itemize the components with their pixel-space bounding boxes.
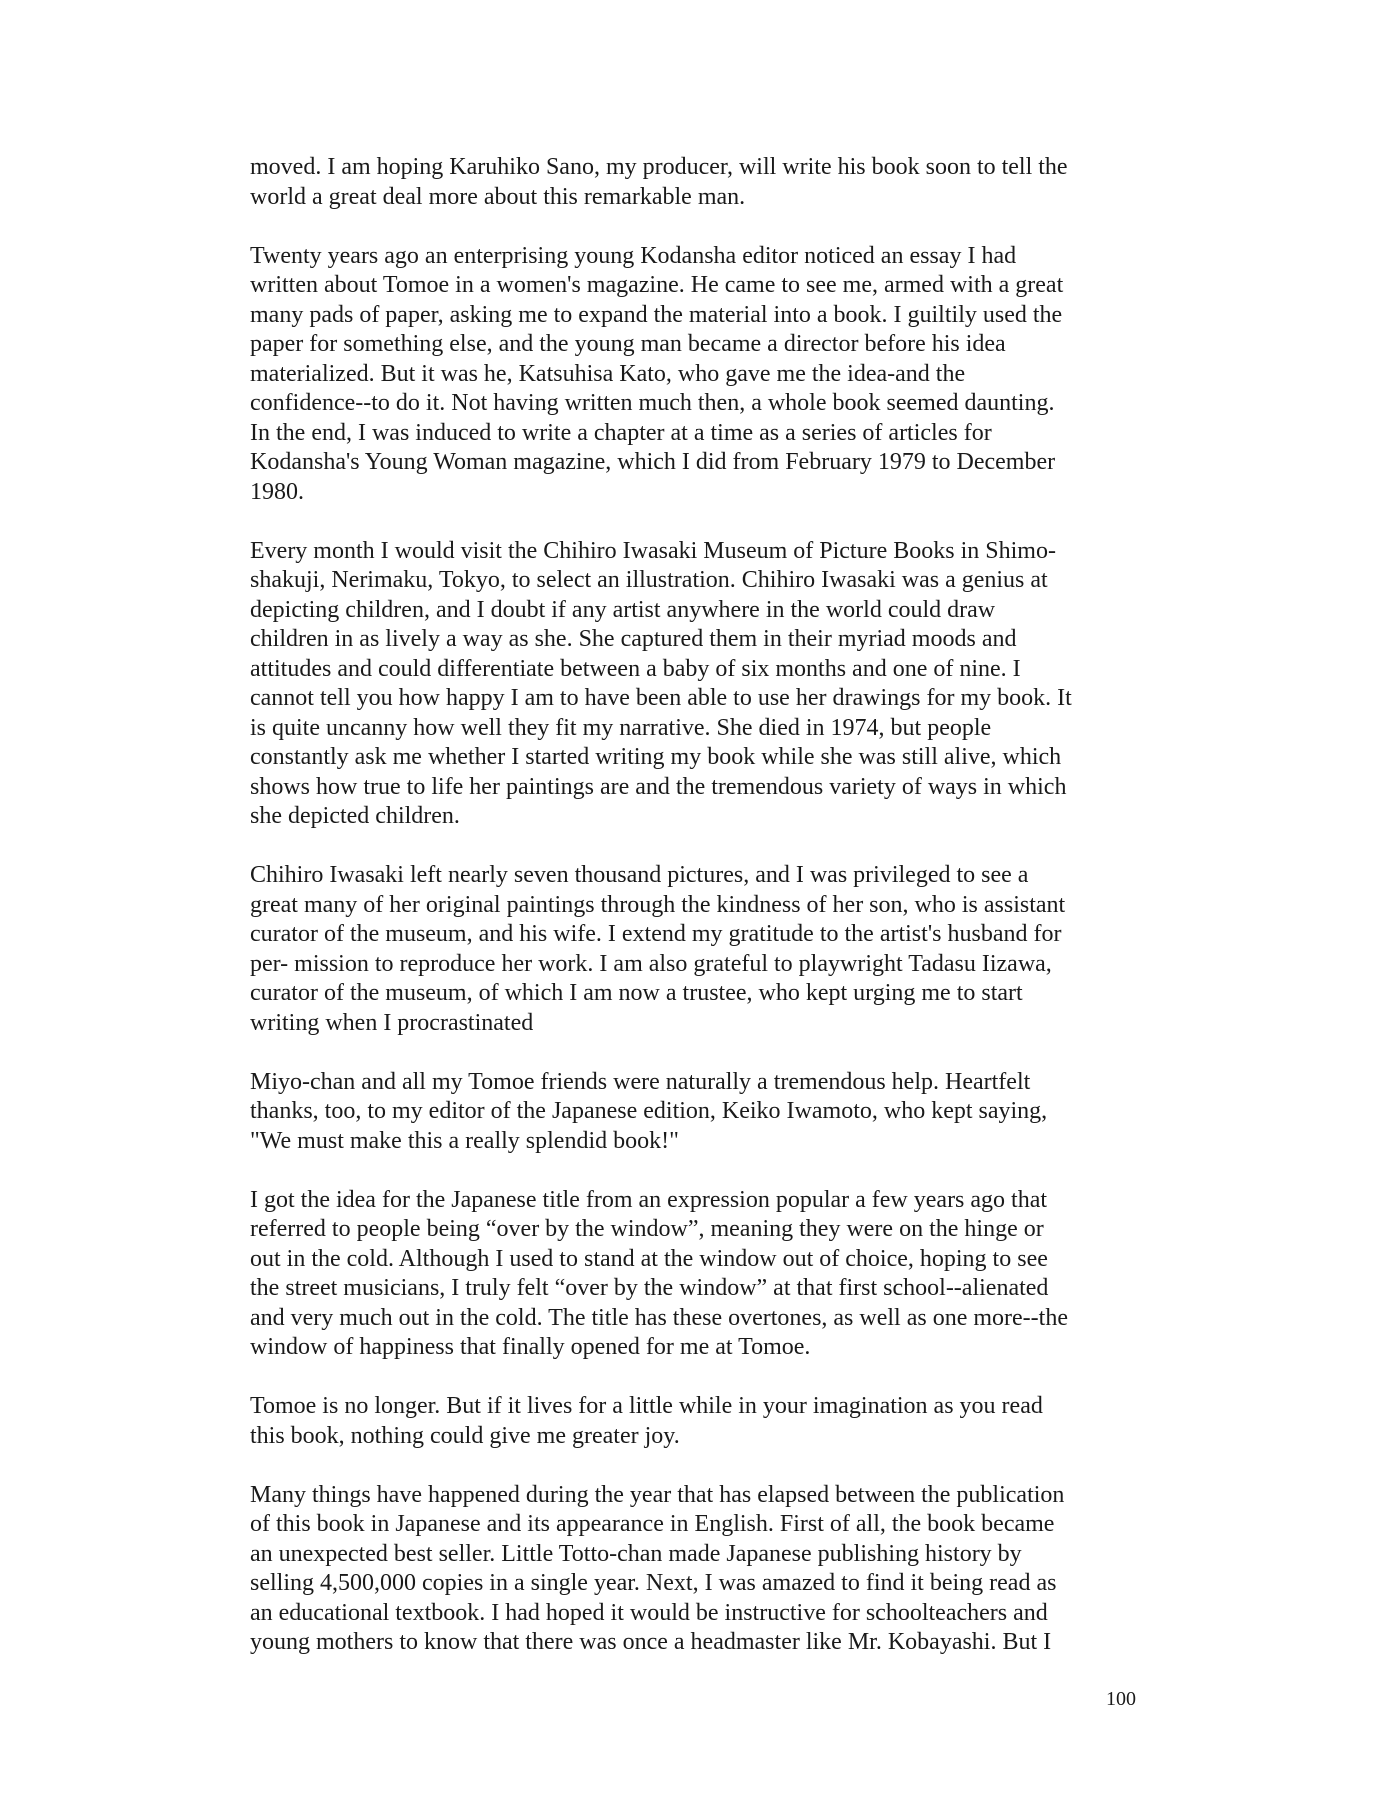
paragraph [250,861,1150,1038]
text-line: In the end, I was induced to write a chapter at a time as a series of articles for [250,419,992,446]
text-line: confidence--to do it. Not having written much then, a whole book seemed daunting. [250,390,1055,416]
body-text [250,153,1150,1687]
text-line: children in as lively a way as she. She captured them in their myriad moods and [250,626,1017,652]
text-line: materialized. But it was he, Katsuhisa Kato, who gave me the idea-and the [250,360,966,387]
text-line: curator of the museum, of which I am now a trustee, who kept urging me to start [250,980,1023,1006]
paragraph [250,153,1150,212]
text-line: constantly ask me whether I started writing my book while she was still alive, which [250,744,1062,770]
text-line: Many things have happened during the year that has elapsed between the publication [250,1481,1065,1508]
paragraph [250,1186,1150,1363]
text-line: great many of her original paintings through the kindness of her son, who is assistant [250,891,1066,918]
text-line: Tomoe is no longer. But if it lives for a little while in your imagination as you read [250,1393,1043,1419]
text-line: Chihiro Iwasaki left nearly seven thousand pictures, and I was privileged to see a [250,862,1029,888]
text-line: Kodansha's Young Woman magazine, which I did from February 1979 to December [250,449,1056,475]
text-line: the street musicians, I truly felt “over by the window” at that first school--alienated [250,1275,1049,1301]
text-line: referred to people being “over by the window”, meaning they were on the hinge or [250,1216,1044,1242]
text-line: per- mission to reproduce her work. I am also grateful to playwright Tadasu Iizawa, [250,950,1052,977]
text-line: attitudes and could differentiate between a baby of six months and one of nine. I [250,655,1021,682]
text-line: moved. I am hoping Karuhiko Sano, my producer, will write his book soon to tell the [250,154,1068,180]
text-line: thanks, too, to my editor of the Japanese edition, Keiko Iwamoto, who kept saying, [250,1098,1048,1124]
text-line: writing when I procrastinated [250,1009,534,1036]
paragraph [250,1481,1150,1658]
text-line: shakuji, Nerimaku, Tokyo, to select an illustration. Chihiro Iwasaki was a genius at [250,567,1048,593]
text-line: an unexpected best seller. Little Totto-chan made Japanese publishing history by [250,1540,1022,1567]
text-line: world a great deal more about this remarkable man. [250,183,746,210]
text-line: I got the idea for the Japanese title from an expression popular a few years ago that [250,1186,1048,1213]
text-line: Every month I would visit the Chihiro Iwasaki Museum of Picture Books in Shimo- [250,537,1056,564]
text-line: window of happiness that finally opened for me at Tomoe. [250,1334,811,1360]
text-line: shows how true to life her paintings are and the tremendous variety of ways in which [250,773,1067,800]
paragraph [250,1068,1150,1157]
text-line: she depicted children. [250,803,460,829]
text-line: curator of the museum, and his wife. I extend my gratitude to the artist's husband for [250,921,1062,947]
text-line: young mothers to know that there was once a headmaster like Mr. Kobayashi. But I [250,1629,1052,1655]
text-line: an educational textbook. I had hoped it would be instructive for schoolteachers and [250,1599,1048,1626]
text-line: of this book in Japanese and its appearance in English. First of all, the book became [250,1511,1055,1537]
paragraph [250,242,1150,508]
text-line: is quite uncanny how well they fit my narrative. She died in 1974, but people [250,714,992,741]
text-line: selling 4,500,000 copies in a single year. Next, I was amazed to find it being read as [250,1570,1057,1596]
text-line: Miyo-chan and all my Tomoe friends were naturally a tremendous help. Heartfelt [250,1068,1031,1095]
text-line: out in the cold. Although I used to stand at the window out of choice, hoping to see [250,1245,1048,1272]
text-line: cannot tell you how happy I am to have been able to use her drawings for my book. It [250,685,1072,711]
page-number: 100 [1106,1688,1136,1710]
text-line: depicting children, and I doubt if any artist anywhere in the world could draw [250,596,996,623]
text-line: Twenty years ago an enterprising young Kodansha editor noticed an essay I had [250,242,1017,269]
text-line: and very much out in the cold. The title has these overtones, as well as one more--the [250,1304,1068,1331]
text-line: this book, nothing could give me greater joy. [250,1422,680,1449]
text-line: 1980. [250,478,304,505]
paragraph [250,1392,1150,1451]
text-line: "We must make this a really splendid book!" [250,1127,679,1154]
text-line: written about Tomoe in a women's magazine. He came to see me, armed with a great [250,272,1064,298]
paragraph [250,537,1150,832]
text-line: paper for something else, and the young man became a director before his idea [250,331,1006,357]
text-line: many pads of paper, asking me to expand the material into a book. I guiltily used the [250,301,1063,328]
